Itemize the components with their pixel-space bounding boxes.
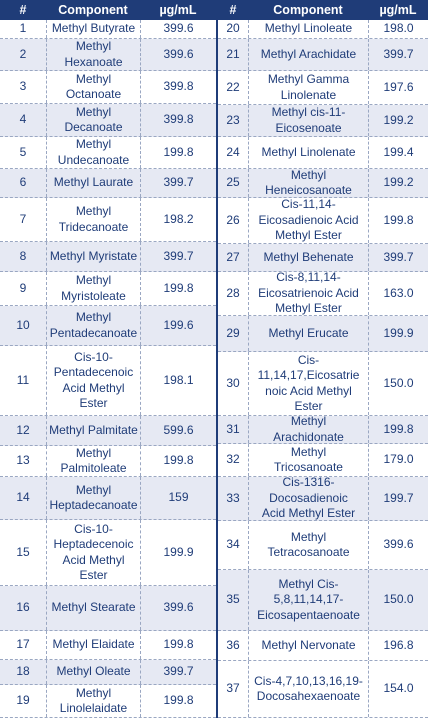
concentration-value <box>368 316 428 351</box>
component-name-text: Methyl Octanoate <box>65 71 122 101</box>
concentration-value-text: 199.2 <box>383 175 414 190</box>
table-row <box>0 586 216 631</box>
component-name-text: Methyl Pentadecanoate <box>49 310 138 340</box>
concentration-value <box>368 71 428 104</box>
component-name-text: Methyl Linolelaidate <box>59 685 128 715</box>
concentration-value-text: 150.0 <box>383 375 414 390</box>
component-name-text: Methyl Tetracosanoate <box>267 529 350 559</box>
concentration-value-text: 179.0 <box>383 452 414 467</box>
concentration-value-text: 399.6 <box>163 46 194 61</box>
component-name-text: Methyl Butyrate <box>51 21 136 36</box>
table-row <box>0 198 216 242</box>
row-number-text: 27 <box>226 249 240 264</box>
row-number-text: 30 <box>226 375 240 390</box>
component-name <box>248 71 368 104</box>
component-name-text: Methyl Palmitate <box>49 422 138 437</box>
component-name-text: Methyl Myristoleate <box>61 273 126 303</box>
row-number-text: 13 <box>16 453 30 468</box>
table-row <box>218 661 428 718</box>
row-number-text: 3 <box>19 79 27 94</box>
row-number-text: 19 <box>16 693 30 708</box>
table-row <box>0 242 216 272</box>
row-number <box>218 477 248 520</box>
concentration-value-text: 196.8 <box>383 637 414 652</box>
concentration-value <box>140 446 216 476</box>
table-row <box>0 169 216 198</box>
component-name <box>248 198 368 243</box>
row-number <box>218 570 248 630</box>
table-row <box>218 244 428 272</box>
component-name <box>46 520 140 585</box>
concentration-value <box>140 20 216 38</box>
row-number-text: 20 <box>226 21 240 36</box>
component-name-text: Methyl Oleate <box>56 664 131 679</box>
component-name-text: Methyl Nervonate <box>261 637 356 652</box>
component-name-text: Methyl Elaidate <box>52 637 135 652</box>
table-row <box>0 20 216 39</box>
table-row <box>218 137 428 169</box>
row-number <box>218 631 248 660</box>
table-row <box>218 352 428 416</box>
concentration-value-text: 599.6 <box>163 422 194 437</box>
concentration-value-text: 199.8 <box>163 693 194 708</box>
component-name <box>248 477 368 520</box>
concentration-value <box>140 346 216 415</box>
table-row <box>218 631 428 661</box>
component-name <box>46 20 140 38</box>
component-name <box>248 521 368 569</box>
row-number <box>0 242 46 271</box>
concentration-value-text: 199.8 <box>163 280 194 295</box>
concentration-value-text: 199.8 <box>163 144 194 159</box>
concentration-value <box>140 685 216 717</box>
row-number-text: 32 <box>226 452 240 467</box>
row-number <box>0 198 46 241</box>
concentration-value-text: 198.2 <box>163 211 194 226</box>
row-number <box>218 521 248 569</box>
table-row <box>0 477 216 520</box>
row-number <box>0 71 46 103</box>
row-number-text: 18 <box>16 664 30 679</box>
concentration-value-text: 199.8 <box>163 453 194 468</box>
row-number <box>0 306 46 345</box>
concentration-value <box>140 306 216 345</box>
component-name <box>46 71 140 103</box>
component-name-text: Cis-4,7,10,13,16,19- Docosahexaenoate <box>254 673 363 703</box>
table-row <box>218 198 428 244</box>
component-name <box>248 244 368 271</box>
row-number <box>218 20 248 38</box>
component-name <box>46 446 140 476</box>
concentration-value-text: 399.7 <box>383 249 414 264</box>
concentration-value <box>140 104 216 136</box>
component-name <box>46 586 140 630</box>
component-name <box>46 39 140 70</box>
table-row <box>218 272 428 316</box>
component-name-text: Methyl Tridecanoate <box>58 204 129 234</box>
table-row <box>218 105 428 137</box>
row-number-text: 22 <box>226 79 240 94</box>
row-number <box>218 137 248 168</box>
component-name-text: Methyl Undecanoate <box>57 137 130 167</box>
concentration-value <box>368 477 428 520</box>
row-number <box>0 446 46 476</box>
row-number <box>218 316 248 351</box>
component-name <box>46 198 140 241</box>
concentration-value <box>140 71 216 103</box>
component-name <box>248 169 368 197</box>
right-header-component <box>248 0 368 20</box>
row-number <box>0 346 46 415</box>
component-name-text: Cis-8,11,14- Eicosatrienoic Acid Methyl Ester <box>258 270 359 316</box>
table-row <box>0 272 216 306</box>
concentration-value-text: 150.0 <box>383 592 414 607</box>
row-number-text: 7 <box>19 211 27 226</box>
component-name <box>248 105 368 136</box>
component-name <box>248 416 368 443</box>
concentration-value-text: 199.8 <box>383 421 414 436</box>
row-number <box>0 586 46 630</box>
component-name-text: Methyl Arachidonate <box>273 414 344 444</box>
concentration-value-text: 159 <box>168 490 189 505</box>
table-row <box>0 71 216 104</box>
header-label: # <box>19 3 27 17</box>
component-name <box>248 272 368 315</box>
row-number <box>0 660 46 684</box>
concentration-value-text: 399.7 <box>383 46 414 61</box>
row-number-text: 37 <box>226 681 240 696</box>
concentration-value <box>368 20 428 38</box>
table-row <box>0 306 216 346</box>
header-label: # <box>229 3 237 17</box>
component-name <box>46 346 140 415</box>
header-label: µg/mL <box>379 3 417 17</box>
concentration-value <box>368 444 428 476</box>
row-number-text: 24 <box>226 144 240 159</box>
component-name-text: Methyl Behenate <box>263 249 354 264</box>
row-number-text: 11 <box>16 372 30 387</box>
header-label: µg/mL <box>159 3 197 17</box>
component-name-text: Methyl Myristate <box>49 248 138 263</box>
row-number-text: 14 <box>16 490 30 505</box>
component-name-text: Methyl Tricosanoate <box>274 444 343 474</box>
row-number <box>218 661 248 717</box>
component-name-text: Cis-10- Pentadecenoic Acid Methyl Ester <box>53 349 134 410</box>
concentration-value <box>368 521 428 569</box>
component-name <box>248 570 368 630</box>
row-number <box>218 71 248 104</box>
row-number <box>0 416 46 445</box>
table-row <box>0 137 216 169</box>
row-number <box>0 104 46 136</box>
row-number-text: 6 <box>19 175 27 190</box>
row-number-text: 34 <box>226 537 240 552</box>
row-number-text: 26 <box>226 212 240 227</box>
component-name-text: Methyl Palmitoleate <box>60 445 127 475</box>
component-name <box>46 242 140 271</box>
row-number <box>218 105 248 136</box>
concentration-value <box>368 105 428 136</box>
concentration-value-text: 399.6 <box>383 537 414 552</box>
concentration-value-text: 163.0 <box>383 285 414 300</box>
table-row <box>0 631 216 660</box>
component-name <box>46 169 140 197</box>
component-name <box>248 39 368 70</box>
row-number <box>218 169 248 197</box>
component-name <box>248 352 368 415</box>
component-name-text: Methyl Cis- 5,8,11,14,17- Eicosapentaenoate <box>257 576 360 622</box>
row-number <box>0 169 46 197</box>
table-row <box>0 446 216 477</box>
concentration-value-text: 199.2 <box>383 112 414 127</box>
table-row <box>218 570 428 631</box>
component-name-text: Methyl Linolenate <box>261 144 356 159</box>
row-number-text: 36 <box>226 637 240 652</box>
concentration-value-text: 399.7 <box>163 664 194 679</box>
concentration-value <box>368 416 428 443</box>
component-name-text: Methyl Heptadecanoate <box>49 482 138 512</box>
concentration-value-text: 199.9 <box>163 544 194 559</box>
component-name-text: Methyl Erucate <box>268 325 349 340</box>
concentration-value <box>140 416 216 445</box>
left-header-component <box>46 0 140 20</box>
component-name-text: Cis-11,14- Eicosadienoic Acid Methyl Ester <box>258 197 359 243</box>
row-number-text: 21 <box>226 46 240 61</box>
concentration-value <box>368 570 428 630</box>
header-label: Component <box>273 3 343 17</box>
concentration-value <box>140 137 216 168</box>
row-number-text: 15 <box>16 544 30 559</box>
concentration-value <box>140 586 216 630</box>
row-number-text: 4 <box>19 112 27 127</box>
concentration-value-text: 199.4 <box>383 144 414 159</box>
component-name <box>46 416 140 445</box>
row-number-text: 29 <box>226 325 240 340</box>
table-row <box>218 71 428 105</box>
concentration-value <box>140 169 216 197</box>
component-name-text: Cis-10- Heptadecenoic Acid Methyl Ester <box>53 521 134 582</box>
concentration-value <box>140 198 216 241</box>
row-number-text: 25 <box>226 175 240 190</box>
component-name-text: Methyl Heneicosanoate <box>265 167 352 197</box>
row-number-text: 28 <box>226 285 240 300</box>
component-name-text: Cis-1316- Docosadienoic Acid Methyl Ester <box>261 475 356 521</box>
row-number-text: 9 <box>19 280 27 295</box>
row-number <box>218 198 248 243</box>
concentration-value-text: 399.7 <box>163 175 194 190</box>
concentration-value <box>368 198 428 243</box>
row-number <box>0 477 46 519</box>
concentration-value <box>368 631 428 660</box>
component-name <box>46 631 140 659</box>
right-header-number <box>218 0 248 20</box>
left-header-concentration <box>140 0 216 20</box>
component-name <box>46 477 140 519</box>
concentration-value <box>368 39 428 70</box>
table-row <box>218 416 428 444</box>
table-row <box>218 444 428 477</box>
table-row <box>218 169 428 198</box>
row-number-text: 23 <box>226 112 240 127</box>
table-row <box>0 104 216 137</box>
row-number-text: 31 <box>226 421 240 436</box>
concentration-value <box>140 520 216 585</box>
row-number-text: 8 <box>19 248 27 263</box>
component-name-text: Methyl Laurate <box>53 175 134 190</box>
concentration-value <box>140 272 216 305</box>
component-name <box>248 661 368 717</box>
row-number <box>218 39 248 70</box>
concentration-value <box>140 242 216 271</box>
table-row <box>218 477 428 521</box>
concentration-value-text: 399.8 <box>163 112 194 127</box>
component-name <box>248 316 368 351</box>
row-number-text: 5 <box>19 144 27 159</box>
component-name-text: Methyl Gamma Linolenate <box>267 72 350 102</box>
header-label: Component <box>58 3 128 17</box>
concentration-value-text: 399.6 <box>163 21 194 36</box>
component-name-text: Methyl Arachidate <box>260 46 357 61</box>
concentration-value <box>368 244 428 271</box>
table-row <box>218 20 428 39</box>
concentration-value-text: 198.0 <box>383 21 414 36</box>
concentration-value <box>140 631 216 659</box>
row-number-text: 10 <box>16 317 30 332</box>
row-number-text: 12 <box>16 422 30 437</box>
concentration-value <box>140 660 216 684</box>
row-number-text: 17 <box>16 637 30 652</box>
concentration-value-text: 199.9 <box>383 325 414 340</box>
concentration-value-text: 198.1 <box>163 372 194 387</box>
left-header-number <box>0 0 46 20</box>
row-number <box>218 244 248 271</box>
table-row <box>218 316 428 352</box>
concentration-value-text: 399.7 <box>163 248 194 263</box>
concentration-value <box>368 352 428 415</box>
row-number <box>0 137 46 168</box>
row-number-text: 35 <box>226 592 240 607</box>
component-name <box>248 444 368 476</box>
concentration-value <box>368 661 428 717</box>
component-name-text: Methyl cis-11- Eicosenoate <box>271 105 346 135</box>
row-number-text: 33 <box>226 490 240 505</box>
concentration-value-text: 199.7 <box>383 490 414 505</box>
row-number <box>218 444 248 476</box>
component-name-text: Methyl Hexanoate <box>64 39 123 69</box>
component-name <box>46 660 140 684</box>
table-row <box>0 39 216 71</box>
concentration-value-text: 197.6 <box>383 79 414 94</box>
concentration-value <box>368 169 428 197</box>
concentration-value <box>140 477 216 519</box>
column-divider <box>216 0 218 718</box>
concentration-value-text: 199.8 <box>383 212 414 227</box>
component-name-text: Methyl Linoleate <box>264 21 353 36</box>
row-number <box>218 416 248 443</box>
table-row <box>0 520 216 586</box>
component-name <box>46 272 140 305</box>
row-number <box>218 352 248 415</box>
row-number-text: 1 <box>19 21 27 36</box>
component-name <box>46 104 140 136</box>
component-name-text: Methyl Stearate <box>51 600 136 615</box>
table-row <box>0 685 216 718</box>
right-header-concentration <box>368 0 428 20</box>
row-number <box>0 39 46 70</box>
concentration-value <box>368 272 428 315</box>
concentration-value-text: 399.8 <box>163 79 194 94</box>
concentration-value-text: 399.6 <box>163 600 194 615</box>
component-name <box>46 685 140 717</box>
row-number <box>218 272 248 315</box>
concentration-value <box>368 137 428 168</box>
table-row <box>0 660 216 685</box>
concentration-value-text: 199.8 <box>163 637 194 652</box>
component-name <box>248 137 368 168</box>
component-name-text: Methyl Decanoate <box>64 104 123 134</box>
concentration-value-text: 199.6 <box>163 317 194 332</box>
component-name <box>46 137 140 168</box>
table-row <box>218 521 428 570</box>
row-number <box>0 631 46 659</box>
table-row <box>218 39 428 71</box>
concentration-value-text: 154.0 <box>383 681 414 696</box>
component-name <box>46 306 140 345</box>
component-name <box>248 20 368 38</box>
component-name-text: Cis- 11,14,17,Eicosatrie noic Acid Methyl Ester <box>257 352 360 413</box>
row-number-text: 16 <box>16 600 30 615</box>
concentration-value <box>140 39 216 70</box>
row-number <box>0 685 46 717</box>
table-row <box>0 416 216 446</box>
row-number-text: 2 <box>19 46 27 61</box>
row-number <box>0 20 46 38</box>
table-row <box>0 346 216 416</box>
row-number <box>0 520 46 585</box>
row-number <box>0 272 46 305</box>
component-name <box>248 631 368 660</box>
